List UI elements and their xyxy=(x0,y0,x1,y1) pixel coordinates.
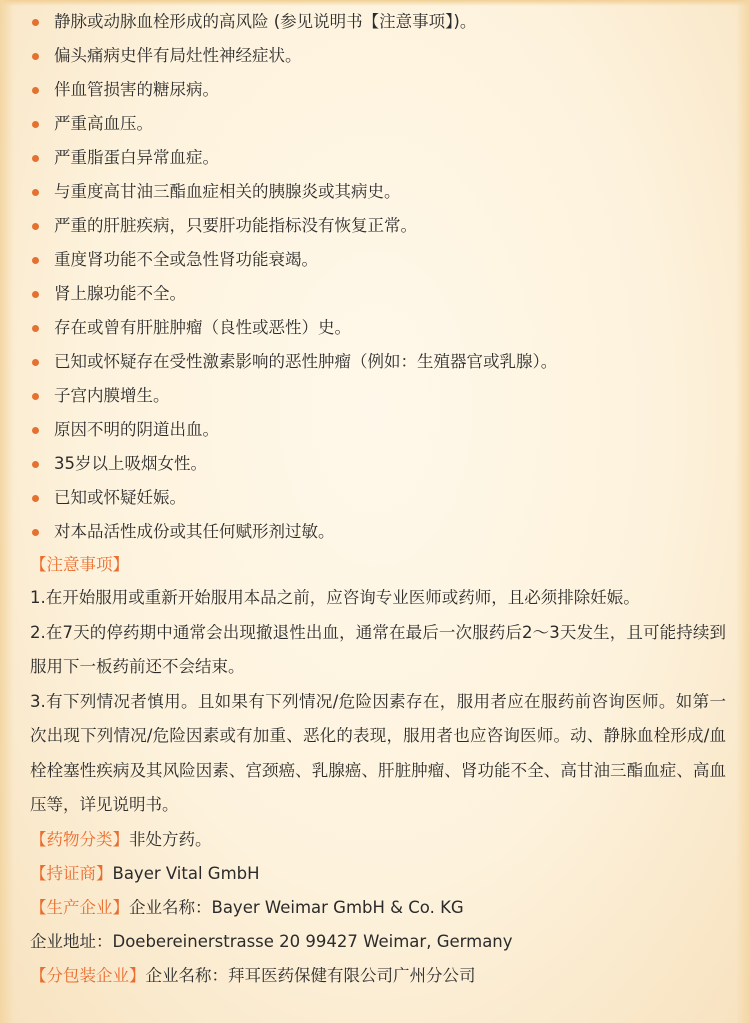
list-item: 子宫内膜增生。 xyxy=(30,379,730,413)
list-item: 偏头痛病史伴有局灶性神经症状。 xyxy=(30,39,730,73)
list-item: 已知或怀疑妊娠。 xyxy=(30,481,730,515)
drug-class-row xyxy=(30,823,730,857)
bullet-icon xyxy=(32,87,39,94)
bullet-icon xyxy=(32,121,39,128)
license-holder-value: Bayer Vital GmbH xyxy=(112,863,260,883)
bullet-icon xyxy=(32,155,39,162)
bullet-icon xyxy=(32,393,39,400)
manufacturer-address-row xyxy=(30,925,730,959)
packager-name: 企业名称：拜耳医药保健有限公司广州分公司 xyxy=(145,965,476,985)
bullet-icon xyxy=(32,291,39,298)
bullet-icon xyxy=(32,223,39,230)
packager-row xyxy=(30,959,730,993)
license-holder-tag: 【持证商】 xyxy=(30,863,113,883)
precautions-list xyxy=(30,581,730,823)
list-item: 静脉或动脉血栓形成的高风险 (参见说明书【注意事项】)。 xyxy=(30,5,730,39)
list-item: 肾上腺功能不全。 xyxy=(30,277,730,311)
page-frame-right xyxy=(736,0,750,1023)
bullet-icon xyxy=(32,189,39,196)
list-item: 与重度高甘油三酯血症相关的胰腺炎或其病史。 xyxy=(30,175,730,209)
document-body xyxy=(30,5,730,993)
bullet-icon xyxy=(32,19,39,26)
precaution-item: 2.在7天的停药期中通常会出现撤退性出血，通常在最后一次服药后2～3天发生，且可能持续到服用下一板药前还不会结束。 xyxy=(30,622,726,676)
precaution-item: 1.在开始服用或重新开始服用本品之前，应咨询专业医师或药师，且必须排除妊娠。 xyxy=(30,588,640,607)
bullet-icon xyxy=(32,359,39,366)
bullet-icon xyxy=(32,257,39,264)
manufacturer-row xyxy=(30,891,730,925)
bullet-icon xyxy=(32,495,39,502)
manufacturer-name: 企业名称：Bayer Weimar GmbH & Co. KG xyxy=(129,897,464,917)
bullet-icon xyxy=(32,529,39,536)
list-item: 存在或曾有肝脏肿瘤（良性或恶性）史。 xyxy=(30,311,730,345)
bullet-icon xyxy=(32,461,39,468)
list-item: 伴血管损害的糖尿病。 xyxy=(30,73,730,107)
precaution-item: 3.有下列情况者慎用。且如果有下列情况/危险因素存在，服用者应在服药前咨询医师。如第一次出现下列情况/危险因素或有加重、恶化的表现，服用者也应咨询医师。动、静脉血栓形成/血栓栓塞性疾病及其风险因素、宫颈癌、乳腺癌、肝脏肿瘤、肾功能不全、高甘油三酯血症、高血压等，详见说明书。 xyxy=(30,691,726,814)
list-item: 严重脂蛋白异常血症。 xyxy=(30,141,730,175)
bullet-icon xyxy=(32,427,39,434)
precautions-heading: 【注意事项】 xyxy=(30,555,129,574)
page-frame-left xyxy=(0,0,14,1023)
bullet-icon xyxy=(32,325,39,332)
list-item: 原因不明的阴道出血。 xyxy=(30,413,730,447)
packager-tag: 【分包装企业】 xyxy=(30,965,146,985)
drug-class-tag: 【药物分类】 xyxy=(30,829,129,849)
list-item: 重度肾功能不全或急性肾功能衰竭。 xyxy=(30,243,730,277)
bullet-icon xyxy=(32,53,39,60)
list-item: 35岁以上吸烟女性。 xyxy=(30,447,730,481)
license-holder-row xyxy=(30,857,730,891)
drug-class-value: 非处方药。 xyxy=(129,829,212,849)
manufacturer-tag: 【生产企业】 xyxy=(30,897,129,917)
list-item: 严重的肝脏疾病，只要肝功能指标没有恢复正常。 xyxy=(30,209,730,243)
list-item: 严重高血压。 xyxy=(30,107,730,141)
contraindication-list xyxy=(30,5,730,549)
manufacturer-address: 企业地址：Doebereinerstrasse 20 99427 Weimar, Germany xyxy=(30,931,513,951)
list-item: 对本品活性成份或其任何赋形剂过敏。 xyxy=(30,515,730,549)
list-item: 已知或怀疑存在受性激素影响的恶性肿瘤（例如：生殖器官或乳腺）。 xyxy=(30,345,730,379)
